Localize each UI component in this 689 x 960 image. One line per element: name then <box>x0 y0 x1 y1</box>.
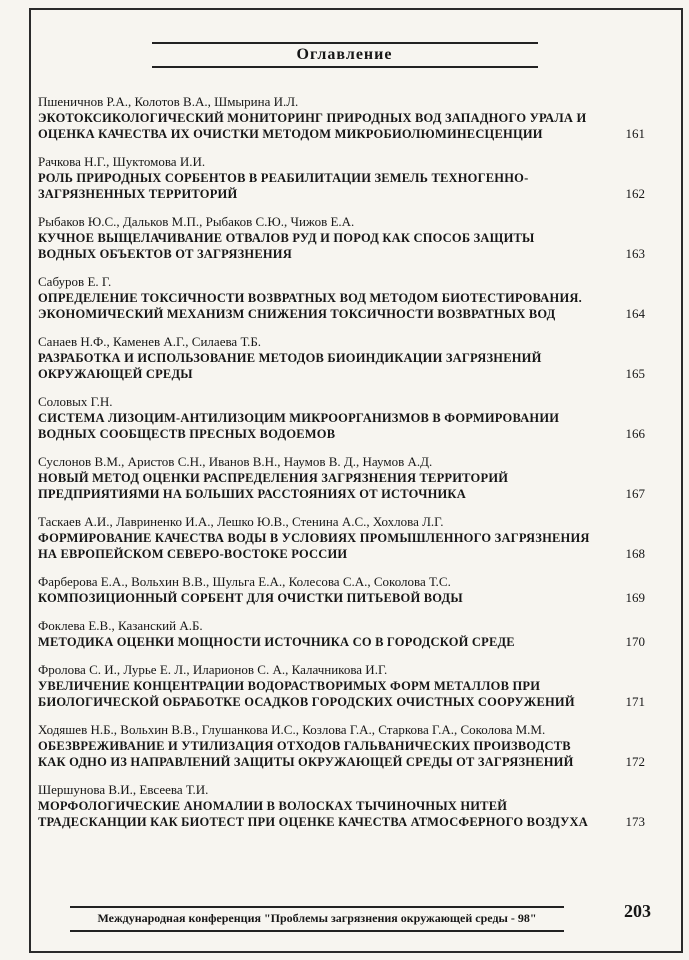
entry-page-number: 167 <box>625 486 645 501</box>
entry-title: СИСТЕМА ЛИЗОЦИМ-АНТИЛИЗОЦИМ МИКРООРГАНИЗМОВ В ФОРМИРОВАНИИ ВОДНЫХ СООБЩЕСТВ ПРЕСНЫХ ВОДОЕМОВ <box>38 411 560 441</box>
toc-entry <box>38 394 645 442</box>
entry-title: ЭКОТОКСИКОЛОГИЧЕСКИЙ МОНИТОРИНГ ПРИРОДНЫХ ВОД ЗАПАДНОГО УРАЛА И ОЦЕНКА КАЧЕСТВА ИХ ОЧИСТКИ МЕТОДОМ МИКРОБИОЛЮМИНЕСЦЕНЦИИ <box>38 111 587 141</box>
entry-page-number: 165 <box>625 366 645 381</box>
entry-page-number: 162 <box>625 186 645 201</box>
entry-title-row <box>38 634 645 650</box>
entry-authors: Таскаев А.И., Лавриненко И.А., Лешко Ю.В., Стенина А.С., Хохлова Л.Г. <box>38 514 444 529</box>
entry-title-row <box>38 290 645 322</box>
page-number: 203 <box>624 901 651 921</box>
entry-title-row <box>38 798 645 830</box>
entry-title: РОЛЬ ПРИРОДНЫХ СОРБЕНТОВ В РЕАБИЛИТАЦИИ ЗЕМЕЛЬ ТЕХНОГЕННО-ЗАГРЯЗНЕННЫХ ТЕРРИТОРИЙ <box>38 171 529 201</box>
entry-title: КУЧНОЕ ВЫЩЕЛАЧИВАНИЕ ОТВАЛОВ РУД И ПОРОД КАК СПОСОБ ЗАЩИТЫ ВОДНЫХ ОБЪЕКТОВ ОТ ЗАГРЯЗНЕНИЯ <box>38 231 535 261</box>
entry-title-row <box>38 590 645 606</box>
entry-page-number: 166 <box>625 426 645 441</box>
entry-title-row <box>38 410 645 442</box>
toc-entry <box>38 154 645 202</box>
footer-rule-bottom <box>70 930 564 932</box>
entry-authors: Рачкова Н.Г., Шуктомова И.И. <box>38 154 206 169</box>
entry-title-row <box>38 110 645 142</box>
toc-entry <box>38 214 645 262</box>
entry-page-number: 170 <box>625 634 645 649</box>
entry-title-row <box>38 678 645 710</box>
toc-entry <box>38 662 645 710</box>
toc-entry <box>38 722 645 770</box>
entry-title-row <box>38 230 645 262</box>
entry-title: ОПРЕДЕЛЕНИЕ ТОКСИЧНОСТИ ВОЗВРАТНЫХ ВОД МЕТОДОМ БИОТЕСТИРОВАНИЯ. ЭКОНОМИЧЕСКИЙ МЕХАНИЗМ СНИЖЕНИЯ ТОКСИЧНОСТИ ВОЗВРАТНЫХ ВОД <box>38 291 582 321</box>
entry-authors: Шершунова В.И., Евсеева Т.И. <box>38 782 209 797</box>
entry-title-row <box>38 738 645 770</box>
entry-authors: Суслонов В.М., Аристов С.Н., Иванов В.Н., Наумов В. Д., Наумов А.Д. <box>38 454 433 469</box>
entry-page-number: 169 <box>625 590 645 605</box>
entry-title: УВЕЛИЧЕНИЕ КОНЦЕНТРАЦИИ ВОДОРАСТВОРИМЫХ ФОРМ МЕТАЛЛОВ ПРИ БИОЛОГИЧЕСКОЙ ОБРАБОТКЕ ОСАДКОВ ГОРОДСКИХ ОЧИСТНЫХ СООРУЖЕНИЙ <box>38 679 575 709</box>
footer-conference-title: Международная конференция "Проблемы загрязнения окружающей среды - 98" <box>97 911 537 925</box>
toc-entry <box>38 514 645 562</box>
toc-entry <box>38 574 645 606</box>
toc-entry <box>38 334 645 382</box>
entry-page-number: 173 <box>625 814 645 829</box>
entry-title: РАЗРАБОТКА И ИСПОЛЬЗОВАНИЕ МЕТОДОВ БИОИНДИКАЦИИ ЗАГРЯЗНЕНИЙ ОКРУЖАЮЩЕЙ СРЕДЫ <box>38 351 542 381</box>
toc-entry <box>38 618 645 650</box>
entry-authors: Пшеничнов Р.А., Колотов В.А., Шмырина И.Л. <box>38 94 299 109</box>
entry-title: МЕТОДИКА ОЦЕНКИ МОЩНОСТИ ИСТОЧНИКА СО В ГОРОДСКОЙ СРЕДЕ <box>38 635 515 649</box>
entry-page-number: 171 <box>625 694 645 709</box>
entry-page-number: 164 <box>625 306 645 321</box>
entry-page-number: 161 <box>625 126 645 141</box>
toc-header <box>152 42 538 68</box>
entry-authors: Фарберова Е.А., Вольхин В.В., Шульга Е.А., Колесова С.А., Соколова Т.С. <box>38 574 451 589</box>
toc-entry <box>38 274 645 322</box>
entry-title-row <box>38 530 645 562</box>
entry-authors: Сабуров Е. Г. <box>38 274 112 289</box>
entry-page-number: 168 <box>625 546 645 561</box>
entry-title: НОВЫЙ МЕТОД ОЦЕНКИ РАСПРЕДЕЛЕНИЯ ЗАГРЯЗНЕНИЯ ТЕРРИТОРИЙ ПРЕДПРИЯТИЯМИ НА БОЛЬШИХ РАССТОЯНИЯХ ОТ ИСТОЧНИКА <box>38 471 509 501</box>
header-rule-top <box>152 42 538 44</box>
entry-authors: Санаев Н.Ф., Каменев А.Г., Силаева Т.Б. <box>38 334 262 349</box>
entry-title-row <box>38 350 645 382</box>
entry-title: ФОРМИРОВАНИЕ КАЧЕСТВА ВОДЫ В УСЛОВИЯХ ПРОМЫШЛЕННОГО ЗАГРЯЗНЕНИЯ НА ЕВРОПЕЙСКОМ СЕВЕРО-ВОСТОКЕ РОССИИ <box>38 531 590 561</box>
toc-list <box>38 94 645 842</box>
entry-authors: Соловых Г.Н. <box>38 394 113 409</box>
page-footer <box>70 906 564 932</box>
entry-page-number: 172 <box>625 754 645 769</box>
toc-entry <box>38 454 645 502</box>
entry-title: КОМПОЗИЦИОННЫЙ СОРБЕНТ ДЛЯ ОЧИСТКИ ПИТЬЕВОЙ ВОДЫ <box>38 591 463 605</box>
entry-authors: Фролова С. И., Лурье Е. Л., Иларионов С. А., Калачникова И.Г. <box>38 662 388 677</box>
toc-entry <box>38 782 645 830</box>
entry-title: ОБЕЗВРЕЖИВАНИЕ И УТИЛИЗАЦИЯ ОТХОДОВ ГАЛЬВАНИЧЕСКИХ ПРОИЗВОДСТВ КАК ОДНО ИЗ НАПРАВЛЕНИЙ ЗАЩИТЫ ОКРУЖАЮЩЕЙ СРЕДЫ ОТ ЗАГРЯЗНЕНИЙ <box>38 739 574 769</box>
entry-title-row <box>38 170 645 202</box>
entry-title: МОРФОЛОГИЧЕСКИЕ АНОМАЛИИ В ВОЛОСКАХ ТЫЧИНОЧНЫХ НИТЕЙ ТРАДЕСКАНЦИИ КАК БИОТЕСТ ПРИ ОЦЕНКЕ КАЧЕСТВА АТМОСФЕРНОГО ВОЗДУХА <box>38 799 588 829</box>
entry-authors: Фоклева Е.В., Казанский А.Б. <box>38 618 203 633</box>
page-title: Оглавление <box>296 46 393 63</box>
entry-title-row <box>38 470 645 502</box>
entry-authors: Ходяшев Н.Б., Вольхин В.В., Глушанкова И.С., Козлова Г.А., Старкова Г.А., Соколова М.М. <box>38 722 546 737</box>
header-rule-bottom <box>152 66 538 68</box>
toc-entry <box>38 94 645 142</box>
entry-page-number: 163 <box>625 246 645 261</box>
entry-authors: Рыбаков Ю.С., Дальков М.П., Рыбаков С.Ю., Чижов Е.А. <box>38 214 355 229</box>
